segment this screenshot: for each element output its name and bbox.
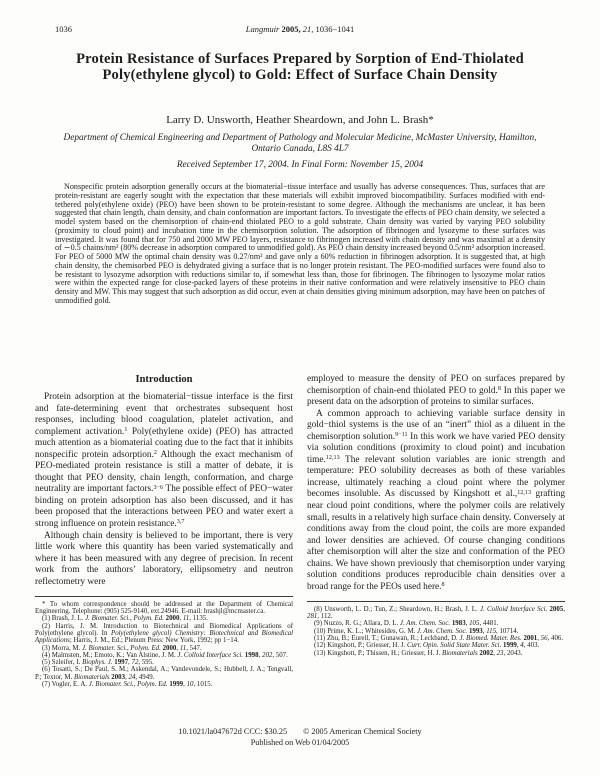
section-heading-introduction: Introduction <box>135 374 193 385</box>
title-block <box>50 52 550 83</box>
reference-4: (4) Malmsten, M.; Emoto, K.; Van Alstine, J. M. J. Colloid Interface Sci. 1998, 202, 507. <box>42 651 288 659</box>
reference-10: (10) Prime, K. L.; Whitesides, G. M. J. Am. Chem. Soc. 1993, 115, 10714. <box>314 627 519 635</box>
journal-citation: Langmuir 2005, 21, 1036−1041 <box>245 24 355 34</box>
reference-6: (6) Tosatti, S.; De Paul, S. M.; Askendal, A.; Vandevondele, S.; Hubbell, J. A.; Tengvall, P.; Textor, M. Biomaterials 2003, 24, 4949. <box>35 666 293 681</box>
reference-3: (3) Morra, M. J. Biomater. Sci., Polym. Ed. 2000, 11, 547. <box>42 644 202 652</box>
page-number: 1036 <box>55 24 72 34</box>
reference-5: (5) Szleifer, I. Biophys. J. 1997, 72, 595. <box>42 659 154 667</box>
doi-ccc: 10.1021/la047672d CCC: $30.25 <box>178 727 288 736</box>
intro-paragraph: A common approach to achieving variable surface density in gold−thiol systems is the use of an “inert” thiol as a diluent in the chemisorption solution.$^{9-11}$ In this work we have varied PEO density via solution conditions (proximity to cloud point) and incubation time.$^{12,13}$ The relevant solution variables are ionic strength and temperature: PEO solubility decreases as both of these variables increase, ultimately reaching a cloud point where the polymer becomes insoluble. As discussed by Kingshott et al.,$^{12,13}$ grafting near cloud point conditions, where the polymer coils are relatively small, results in a relatively high surface chain density. Conversely at conditions away from the cloud point, the coils are more expanded and lower densities are achieved. Of course changing conditions after chemisorption will alter the size and conformation of the PEO chains. We have shown previously that chemisorption under varying solution conditions produces reproducible chain densities over a broad range for the PEOs used here.$^8$ <box>307 408 565 592</box>
abstract-text: Nonspecific protein adsorption generally occurs at the biomaterial−tissue interface and usually has adverse consequences. Thus, surfaces that are protein-resistant are eagerly sought with the expectation that these materials will exhibit improved biocompatibility. Surfaces modified with end-tethered poly(ethylene oxide) (PEO) have been shown to be protein-resistant to some degree. Although the mechanisms are unclear, it has been suggested that chain length, chain density, and chain conformation are important factors. To investigate the effects of PEO chain density, we selected a model system based on the chemisorption of chain-end thiolated PEO to a gold substrate. Chain density was varied by varying PEO solubility (proximity to cloud point) and incubation time in the chemisorption solution. The adsorption of fibrinogen and lysozyme to these surfaces was investigated. It was found that for 750 and 2000 MW PEO layers, resistance to fibrinogen increased with chain density and was maximal at a density of ∼0.5 chains/nm² (80% decrease in adsorption compared to unmodified gold). As PEO chain density increased beyond 0.5/nm² adsorption increased. For PEO of 5000 MW the optimal chain density was 0.27/nm² and gave only a 60% reduction in fibrinogen adsorption. It is suggested that, at high chain density, the chemisorbed PEO is dehydrated giving a surface that is no longer protein resistant. The PEO-modified surfaces were found also to be resistant to lysozyme adsorption with reductions similar to, if somewhat less than, those for fibrinogen. The fibrinogen to lysozyme molar ratios were within the expected range for close-packed layers of these proteins in their native conformation and were relatively insensitive to PEO chain density and MW. This may suggest that such adsorption as did occur, even at chain densities giving minimum adsorption, may have been on patches of unmodified gold. <box>55 182 545 305</box>
reference-7: (7) Vogler, E. A. J. Biomater. Sci., Polym. Ed. 1999, 10, 1015. <box>42 681 213 689</box>
reference-11: (11) Zhu, B.; Eurell, T.; Gunawan, R.; Leckband, D. J. Biomed. Mater. Res. 2001, 56, 406. <box>314 635 564 643</box>
reference-1: (1) Brash, J. L. J. Biomater. Sci., Polym. Ed. 2000, 11, 1135. <box>42 615 208 623</box>
article-footer <box>0 727 600 748</box>
footnotes-left <box>35 596 293 688</box>
author-list: Larry D. Unsworth, Heather Sheardown, and John L. Brash* <box>166 114 434 126</box>
intro-paragraph-continued: employed to measure the density of PEO on surfaces prepared by chemisorption of chain-end thiolated PEO to gold.$^8$ In this paper we present data on the adsorption of proteins to similar surfaces. <box>307 374 565 408</box>
correspondence-footnote: * To whom correspondence should be addressed at the Department of Chemical Engineering. Telephone: (905) 525-9140, ext.24946. E-mail: brashjl@mcmaster.ca. <box>35 600 293 616</box>
right-column <box>307 374 565 688</box>
intro-paragraph: Although chain density is believed to be important, there is very little work where this quantity has been varied systematically and where it has been measured with any degree of precision. In recent work from the authors’ laboratory, ellipsometry and neutron reflectometry were <box>35 530 293 587</box>
received-dates: Received September 17, 2004. In Final Form: November 15, 2004 <box>176 160 424 170</box>
left-column <box>35 374 293 688</box>
reference-12: (12) Kingshott, P.; Griesser, H. J. Curr. Opin. Solid State Mater. Sci. 1999, 4, 403. <box>314 642 540 650</box>
footnotes-right <box>307 601 565 657</box>
reference-8: (8) Unsworth, L. D.; Tun, Z.; Sheardown, H.; Brash, J. L. J. Colloid Interface Sci. 2005, 281, 112. <box>307 605 565 621</box>
two-column-body <box>35 374 565 688</box>
reference-9: (9) Nuzzo, R. G.; Allara, D. L. J. Am. Chem. Soc. 1983, 105, 4481. <box>314 620 499 628</box>
reference-13: (13) Kingshott, P.; Thissen, H.; Griesser, H. J. Biomaterials 2002, 23, 2043. <box>314 649 523 657</box>
copyright: © 2005 American Chemical Society <box>303 727 422 736</box>
published-on-web: Published on Web 01/04/2005 <box>250 737 350 747</box>
affiliation: Department of Chemical Engineering and Department of Pathology and Molecular Medicine, McMaster University, Hamilton, Ontario Canada, L8S 4L7 <box>63 133 537 154</box>
article-title: Protein Resistance of Surfaces Prepared by Sorption of End-Thiolated Poly(ethylene glycol) to Gold: Effect of Surface Chain Density <box>76 51 524 83</box>
reference-2: (2) Harris, J. M. Introduction to Biotechnical and Biomedical Applications of Poly(ethylene glycol). In Poly(ethylene glycol) Chemistry: Biotechnical and Biomedical Applications; Harris, J. M., Ed.; Plenum Press: New York, 1992; pp 1−14. <box>35 622 294 645</box>
intro-paragraph: Protein adsorption at the biomaterial−tissue interface is the first and fate-determining event that orchestrates subsequent host responses, including blood coagulation, platelet activation, and complement activation.$^1$ Poly(ethylene oxide) (PEO) has attracted much attention as a biomaterial coating due to the fact that it inhibits nonspecific protein adsorption.$^2$ Although the exact mechanism of PEO-mediated protein resistance is still a matter of debate, it is thought that PEO density, chain length, conformation, and charge neutrality are important factors.$^{3-6}$ The possible effect of PEO−water binding on protein adsorption has also been discussed, and it has been proposed that the interactions between PEO and water exert a strong influence on protein resistance.$^{3,7}$ <box>35 392 294 530</box>
running-head <box>0 24 600 36</box>
footer-line-1 <box>0 727 600 738</box>
